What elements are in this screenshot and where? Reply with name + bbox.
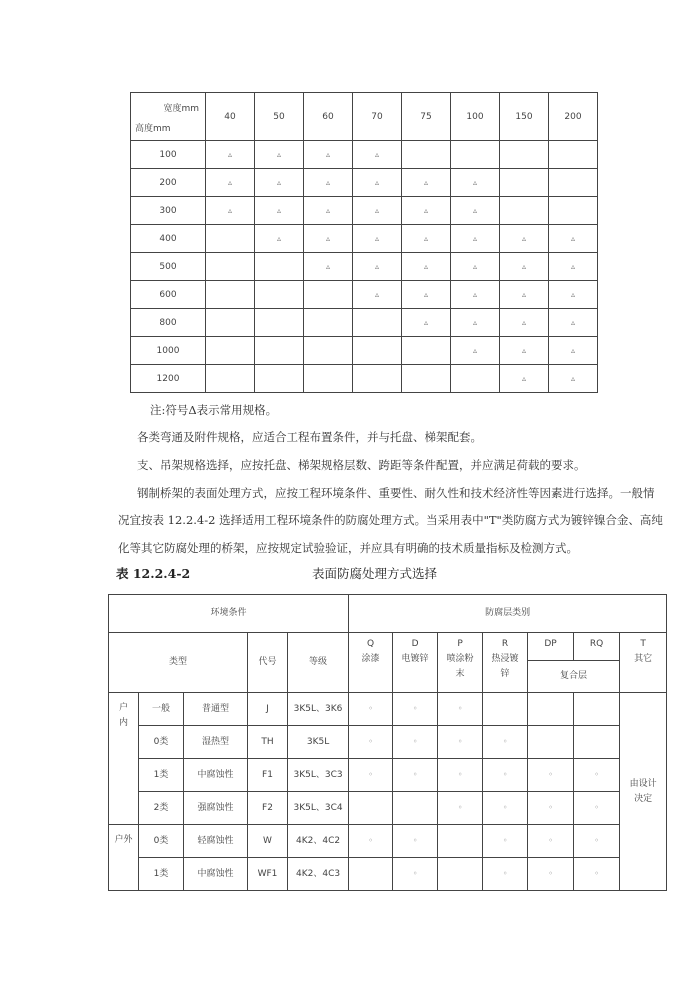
- size-cell: [353, 309, 402, 337]
- coat-cell: [393, 792, 438, 825]
- common-size-mark: ▵: [325, 233, 330, 243]
- applicable-mark: ◦: [457, 704, 463, 713]
- size-cell: [402, 141, 451, 169]
- paragraph-surface-line3: 化等其它防腐处理的桥架，应按规定试验验证，并应具有明确的技术质量指标及检测方式。: [118, 541, 578, 555]
- common-size-mark: ▵: [472, 317, 477, 327]
- common-size-mark: ▵: [521, 345, 526, 355]
- grade-cell: 3K5L、3C3: [288, 759, 349, 792]
- class-cell: 1类: [139, 858, 184, 891]
- width-header: 100: [451, 93, 500, 141]
- coat-cell: [528, 858, 574, 891]
- size-cell: [255, 169, 304, 197]
- type-cell: 中腐蚀性: [184, 759, 248, 792]
- size-cell: [304, 225, 353, 253]
- group-header-row: [109, 595, 667, 633]
- table-row: [131, 197, 598, 225]
- common-size-mark: ▵: [472, 205, 477, 215]
- size-cell: [353, 281, 402, 309]
- applicable-mark: ◦: [594, 770, 599, 779]
- common-size-mark: ▵: [570, 317, 575, 327]
- coat-cell: [528, 693, 574, 726]
- height-cell: 600: [131, 281, 206, 309]
- table-row: [109, 759, 667, 792]
- coat-cell: [574, 858, 620, 891]
- common-size-mark: ▵: [472, 289, 477, 299]
- common-size-mark: ▵: [423, 177, 428, 187]
- size-cell: [549, 141, 598, 169]
- coat-cell: [528, 759, 574, 792]
- size-cell: [206, 281, 255, 309]
- common-size-mark: ▵: [374, 205, 379, 215]
- size-cell: [402, 365, 451, 393]
- size-cell: [255, 141, 304, 169]
- size-cell: [304, 281, 353, 309]
- common-size-mark: ▵: [276, 149, 281, 159]
- common-size-mark: ▵: [276, 205, 281, 215]
- width-header: 50: [255, 93, 304, 141]
- size-cell: [353, 253, 402, 281]
- common-size-mark: ▵: [570, 289, 575, 299]
- type-cell: 湿热型: [184, 726, 248, 759]
- paragraph-supports: 支、吊架规格选择，应按托盘、梯架规格层数、跨距等条件配置，并应满足荷载的要求。: [137, 458, 586, 472]
- size-cell: [549, 365, 598, 393]
- size-cell: [500, 337, 549, 365]
- table-number: 表 12.2.4-2: [116, 566, 191, 581]
- height-cell: 1200: [131, 365, 206, 393]
- column-header-row: [109, 633, 667, 661]
- size-cell: [353, 169, 402, 197]
- coat-cell: [574, 759, 620, 792]
- table-row: [109, 858, 667, 891]
- class-cell: 一般: [139, 693, 184, 726]
- common-size-mark: ▵: [227, 177, 232, 187]
- applicable-mark: ◦: [368, 770, 373, 779]
- applicable-mark: ◦: [548, 869, 553, 878]
- size-cell: [500, 365, 549, 393]
- size-cell: [353, 141, 402, 169]
- size-cell: [451, 253, 500, 281]
- coat-cell: [528, 726, 574, 759]
- env-header: 环境条件: [109, 595, 349, 633]
- code-cell: J: [248, 693, 288, 726]
- paragraph-surface-line1: 钢制桥架的表面处理方式，应按工程环境条件、重要性、耐久性和技术经济性等因素进行选择。一般情: [137, 486, 655, 500]
- size-cell: [206, 253, 255, 281]
- applicable-mark: ◦: [368, 836, 373, 845]
- common-size-mark: ▵: [423, 289, 428, 299]
- size-cell: [402, 253, 451, 281]
- height-cell: 800: [131, 309, 206, 337]
- common-size-mark: ▵: [521, 233, 526, 243]
- code-cell: F2: [248, 792, 288, 825]
- size-cell: [206, 225, 255, 253]
- coat-cell: [349, 825, 393, 858]
- size-cell: [304, 309, 353, 337]
- size-cell: [353, 197, 402, 225]
- corner-cell: [131, 93, 206, 141]
- size-cell: [206, 365, 255, 393]
- coat-cell: [483, 825, 528, 858]
- width-header: 75: [402, 93, 451, 141]
- size-cell: [206, 309, 255, 337]
- size-cell: [549, 253, 598, 281]
- code-cell: W: [248, 825, 288, 858]
- header-row: [131, 93, 598, 141]
- size-cell: [353, 225, 402, 253]
- size-cell: [549, 337, 598, 365]
- applicable-mark: ◦: [457, 770, 463, 779]
- class-cell: 0类: [139, 726, 184, 759]
- coat-cell: [438, 792, 483, 825]
- size-cell: [255, 225, 304, 253]
- size-cell: [549, 281, 598, 309]
- applicable-mark: ◦: [457, 803, 463, 812]
- grade-cell: 3K5L、3C4: [288, 792, 349, 825]
- coat-col-header: D 电镀锌: [393, 633, 438, 693]
- code-cell: WF1: [248, 858, 288, 891]
- coat-cell: [574, 726, 620, 759]
- common-size-mark: ▵: [570, 233, 575, 243]
- size-cell: [402, 225, 451, 253]
- applicable-mark: ◦: [502, 869, 508, 878]
- size-cell: [353, 365, 402, 393]
- height-label: 高度mm: [135, 124, 171, 134]
- applicable-mark: ◦: [502, 737, 508, 746]
- coat-cell: [438, 759, 483, 792]
- coat-cell: [393, 726, 438, 759]
- table-row: [131, 141, 598, 169]
- applicable-mark: ◦: [548, 803, 553, 812]
- type-cell: 轻腐蚀性: [184, 825, 248, 858]
- type-cell: 中腐蚀性: [184, 858, 248, 891]
- location-cell: 户外: [109, 825, 139, 891]
- class-cell: 2类: [139, 792, 184, 825]
- width-header: 60: [304, 93, 353, 141]
- size-cell: [500, 253, 549, 281]
- applicable-mark: ◦: [548, 770, 553, 779]
- coat-col-header: RQ: [574, 633, 620, 661]
- coat-cell: [574, 693, 620, 726]
- table-row: [109, 825, 667, 858]
- applicable-mark: ◦: [548, 836, 553, 845]
- coat-cell: [393, 858, 438, 891]
- common-size-mark: ▵: [325, 149, 330, 159]
- size-cell: [255, 197, 304, 225]
- common-size-mark: ▵: [276, 233, 281, 243]
- coat-cell: [393, 825, 438, 858]
- size-cell: [451, 141, 500, 169]
- coat-cell: [483, 693, 528, 726]
- applicable-mark: ◦: [368, 737, 373, 746]
- size-cell: [402, 169, 451, 197]
- size-cell: [402, 337, 451, 365]
- width-header: 200: [549, 93, 598, 141]
- table-row: [131, 225, 598, 253]
- coat-col-header: P 喷涂粉 末: [438, 633, 483, 693]
- code-header: 代号: [248, 633, 288, 693]
- size-cell: [255, 309, 304, 337]
- applicable-mark: ◦: [412, 704, 418, 713]
- size-cell: [255, 253, 304, 281]
- size-cell: [402, 281, 451, 309]
- coat-cell: [528, 792, 574, 825]
- type-header: 类型: [109, 633, 248, 693]
- table-row: [131, 337, 598, 365]
- common-size-mark: ▵: [472, 233, 477, 243]
- common-size-mark: ▵: [276, 177, 281, 187]
- height-cell: 200: [131, 169, 206, 197]
- note-text: 注:符号Δ表示常用规格。: [150, 403, 278, 417]
- height-cell: 500: [131, 253, 206, 281]
- grade-cell: 3K5L: [288, 726, 349, 759]
- coat-header: 防腐层类别: [349, 595, 667, 633]
- common-size-mark: ▵: [374, 149, 379, 159]
- applicable-mark: ◦: [502, 770, 508, 779]
- common-size-mark: ▵: [227, 205, 232, 215]
- table-row: [109, 693, 667, 726]
- coat-cell: [349, 759, 393, 792]
- size-cell: [451, 365, 500, 393]
- coat-cell: [574, 792, 620, 825]
- size-cell: [549, 169, 598, 197]
- size-cell: [500, 281, 549, 309]
- coat-col-header: R 热浸镀 锌: [483, 633, 528, 693]
- size-cell: [402, 309, 451, 337]
- table-row: [131, 169, 598, 197]
- type-cell: 普通型: [184, 693, 248, 726]
- table-row: [131, 365, 598, 393]
- applicable-mark: ◦: [594, 869, 599, 878]
- tray-size-table: [130, 92, 598, 393]
- common-size-mark: ▵: [570, 345, 575, 355]
- size-cell: [304, 337, 353, 365]
- applicable-mark: ◦: [594, 803, 599, 812]
- coat-cell: [393, 759, 438, 792]
- common-size-mark: ▵: [521, 373, 526, 383]
- code-cell: F1: [248, 759, 288, 792]
- size-cell: [304, 253, 353, 281]
- class-cell: 0类: [139, 825, 184, 858]
- size-cell: [500, 197, 549, 225]
- table-title: 表面防腐处理方式选择: [312, 566, 438, 581]
- applicable-mark: ◦: [457, 737, 463, 746]
- size-cell: [304, 141, 353, 169]
- size-cell: [500, 141, 549, 169]
- anticorrosion-table: [108, 594, 667, 891]
- applicable-mark: ◦: [502, 803, 508, 812]
- size-cell: [206, 141, 255, 169]
- table-row: [131, 281, 598, 309]
- coat-cell: [438, 693, 483, 726]
- grade-cell: 4K2、4C2: [288, 825, 349, 858]
- height-cell: 1000: [131, 337, 206, 365]
- table-row: [131, 253, 598, 281]
- t-header: T 其它: [620, 633, 667, 693]
- common-size-mark: ▵: [325, 261, 330, 271]
- coat-cell: [483, 858, 528, 891]
- common-size-mark: ▵: [374, 177, 379, 187]
- size-cell: [255, 281, 304, 309]
- table-row: [131, 309, 598, 337]
- common-size-mark: ▵: [374, 261, 379, 271]
- size-cell: [304, 169, 353, 197]
- applicable-mark: ◦: [368, 704, 373, 713]
- size-cell: [500, 309, 549, 337]
- size-cell: [451, 309, 500, 337]
- coat-cell: [483, 759, 528, 792]
- size-cell: [451, 337, 500, 365]
- type-cell: 强腐蚀性: [184, 792, 248, 825]
- width-header: 70: [353, 93, 402, 141]
- size-cell: [549, 197, 598, 225]
- common-size-mark: ▵: [423, 205, 428, 215]
- code-cell: TH: [248, 726, 288, 759]
- common-size-mark: ▵: [374, 289, 379, 299]
- height-cell: 300: [131, 197, 206, 225]
- coat-cell: [349, 858, 393, 891]
- applicable-mark: ◦: [594, 836, 599, 845]
- common-size-mark: ▵: [423, 233, 428, 243]
- size-cell: [402, 197, 451, 225]
- grade-header: 等级: [288, 633, 349, 693]
- width-header: 150: [500, 93, 549, 141]
- grade-cell: 4K2、4C3: [288, 858, 349, 891]
- size-cell: [206, 169, 255, 197]
- applicable-mark: ◦: [412, 836, 418, 845]
- size-cell: [304, 365, 353, 393]
- grade-cell: 3K5L、3K6: [288, 693, 349, 726]
- coat-cell: [438, 726, 483, 759]
- common-size-mark: ▵: [423, 261, 428, 271]
- size-cell: [353, 337, 402, 365]
- size-cell: [451, 169, 500, 197]
- location-cell: 户 内: [109, 693, 139, 825]
- common-size-mark: ▵: [423, 317, 428, 327]
- coat-cell: [349, 693, 393, 726]
- coat-cell: [349, 726, 393, 759]
- common-size-mark: ▵: [521, 289, 526, 299]
- common-size-mark: ▵: [227, 149, 232, 159]
- applicable-mark: ◦: [412, 737, 418, 746]
- table-row: [109, 792, 667, 825]
- size-cell: [206, 337, 255, 365]
- size-cell: [451, 225, 500, 253]
- common-size-mark: ▵: [521, 261, 526, 271]
- size-cell: [549, 225, 598, 253]
- common-size-mark: ▵: [325, 205, 330, 215]
- coat-cell: [483, 726, 528, 759]
- table-row: [109, 726, 667, 759]
- height-cell: 400: [131, 225, 206, 253]
- coat-cell: [438, 825, 483, 858]
- paragraph-fittings: 各类弯通及附件规格，应适合工程布置条件，并与托盘、梯架配套。: [137, 430, 482, 444]
- size-cell: [500, 169, 549, 197]
- width-header: 40: [206, 93, 255, 141]
- common-size-mark: ▵: [570, 261, 575, 271]
- size-cell: [255, 337, 304, 365]
- common-size-mark: ▵: [570, 373, 575, 383]
- coat-cell: [393, 693, 438, 726]
- composite-header: 复合层: [528, 661, 620, 693]
- coat-cell: [528, 825, 574, 858]
- coat-cell: [574, 825, 620, 858]
- class-cell: 1类: [139, 759, 184, 792]
- size-cell: [304, 197, 353, 225]
- height-cell: 100: [131, 141, 206, 169]
- coat-col-header: Q 涂漆: [349, 633, 393, 693]
- paragraph-surface-line2: 况宜按表 12.2.4-2 选择适用工程环境条件的防腐处理方式。当采用表中"T"类防腐方式为镀锌镍合金、高纯: [118, 513, 663, 527]
- size-cell: [451, 197, 500, 225]
- width-label: 宽度mm: [163, 104, 199, 114]
- common-size-mark: ▵: [472, 177, 477, 187]
- t-value-cell: 由设计 决定: [620, 693, 667, 891]
- applicable-mark: ◦: [502, 836, 508, 845]
- size-cell: [549, 309, 598, 337]
- common-size-mark: ▵: [325, 177, 330, 187]
- coat-cell: [438, 858, 483, 891]
- common-size-mark: ▵: [521, 317, 526, 327]
- size-cell: [451, 281, 500, 309]
- applicable-mark: ◦: [412, 770, 418, 779]
- coat-cell: [349, 792, 393, 825]
- size-cell: [206, 197, 255, 225]
- size-cell: [500, 225, 549, 253]
- size-cell: [255, 365, 304, 393]
- common-size-mark: ▵: [472, 345, 477, 355]
- coat-col-header: DP: [528, 633, 574, 661]
- common-size-mark: ▵: [472, 261, 477, 271]
- coat-cell: [483, 792, 528, 825]
- applicable-mark: ◦: [412, 869, 418, 878]
- common-size-mark: ▵: [374, 233, 379, 243]
